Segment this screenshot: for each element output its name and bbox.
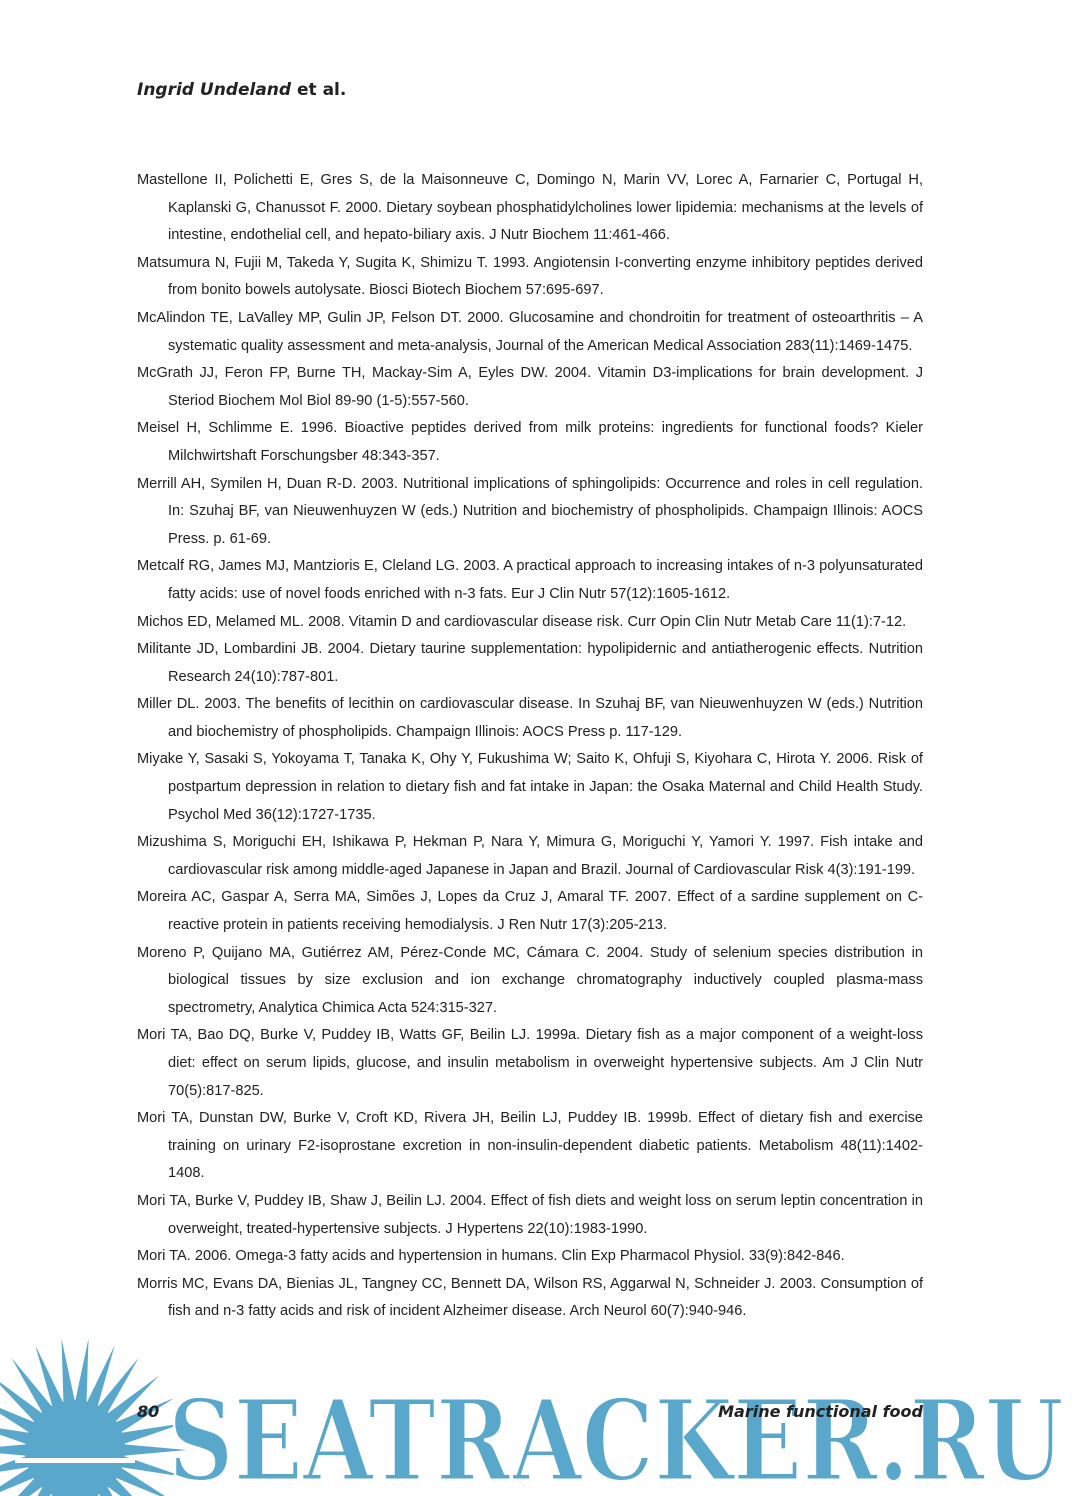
- reference-item: Michos ED, Melamed ML. 2008. Vitamin D and cardiovascular disease risk. Curr Opin Clin Nutr Metab Care 11(1):7-12.: [137, 613, 907, 630]
- reference-item: Mori TA, Bao DQ, Burke V, Puddey IB, Watts GF, Beilin LJ. 1999a. Dietary fish as a major component of a weight-loss diet: effect on serum lipids, glucose, and insulin metabolism in overweight hypertensive subjects. Am J Clin Nutr 70(5):817-825.: [137, 1027, 923, 1099]
- reference-item: Miyake Y, Sasaki S, Yokoyama T, Tanaka K, Ohy Y, Fukushima W; Saito K, Ohfuji S, Kiyohara C, Hirota Y. 2006. Risk of postpartum depression in relation to dietary fish and fat intake in Japan: the Osaka Maternal and Child Health Study. Psychol Med 36(12):1727-1735.: [137, 751, 923, 823]
- reference-item: Moreno P, Quijano MA, Gutiérrez AM, Pérez-Conde MC, Cámara C. 2004. Study of selenium species distribution in biological tissues by size exclusion and ion exchange chromatography inductively coupled plasma-mass spectrometry, Analytica Chimica Acta 524:315-327.: [137, 944, 923, 1016]
- header-author: Ingrid Undeland: [137, 80, 292, 100]
- reference-item: Mori TA, Burke V, Puddey IB, Shaw J, Beilin LJ. 2004. Effect of fish diets and weight loss on serum leptin concentration in overweight, treated-hypertensive subjects. J Hypertens 22(10):1983-1990.: [137, 1192, 923, 1237]
- reference-item: Metcalf RG, James MJ, Mantzioris E, Cleland LG. 2003. A practical approach to increasing intakes of n-3 polyunsaturated fatty acids: use of novel foods enriched with n-3 fats. Eur J Clin Nutr 57(12):1605-1612.: [137, 558, 923, 602]
- book-title: Marine functional food: [718, 1402, 923, 1421]
- reference-item: Merrill AH, Symilen H, Duan R-D. 2003. Nutritional implications of sphingolipids: Occurrence and roles in cell regulation. In: Szuhaj BF, van Nieuwenhuyzen W (eds.) Nutrition and biochemistry of phospholipids. Champaign Illinois: AOCS Press. p. 61-69.: [137, 475, 923, 547]
- header-suffix: et al.: [291, 80, 347, 100]
- reference-list: [137, 167, 923, 1326]
- reference-item: Morris MC, Evans DA, Bienias JL, Tangney CC, Bennett DA, Wilson RS, Aggarwal N, Schneider J. 2003. Consumption of fish and n-3 fatty acids and risk of incident Alzheimer disease. Arch Neurol 60(7):940-946.: [137, 1275, 923, 1320]
- reference-item: Matsumura N, Fujii M, Takeda Y, Sugita K, Shimizu T. 1993. Angiotensin I-converting enzyme inhibitory peptides derived from bonito bowels autolysate. Biosci Biotech Biochem 57:695-697.: [137, 254, 923, 299]
- reference-item: McAlindon TE, LaValley MP, Gulin JP, Felson DT. 2000. Glucosamine and chondroitin for treatment of osteoarthritis – A systematic quality assessment and meta-analysis, Journal of the American Medical Association 283(11):1469-1475.: [137, 309, 923, 354]
- reference-item: Mastellone II, Polichetti E, Gres S, de la Maisonneuve C, Domingo N, Marin VV, Lorec A, Farnarier C, Portugal H, Kaplanski G, Chanussot F. 2000. Dietary soybean phosphatidylcholines lower lipidemia: mechanisms at the levels of intestine, endothelial cell, and hepato-biliary axis. J Nutr Biochem 11:461-466.: [137, 172, 923, 244]
- running-header: [137, 80, 346, 100]
- reference-item: Miller DL. 2003. The benefits of lecithin on cardiovascular disease. In Szuhaj BF, van Nieuwenhuyzen W (eds.) Nutrition and biochemistry of phospholipids. Champaign Illinois: AOCS Press p. 117-129.: [137, 696, 923, 740]
- reference-item: Meisel H, Schlimme E. 1996. Bioactive peptides derived from milk proteins: ingredients for functional foods? Kieler Milchwirtshaft Forschungsber 48:343-357.: [137, 420, 923, 464]
- sunburst-horizon: [15, 1458, 135, 1463]
- page-number: 80: [137, 1402, 160, 1421]
- sunburst-disc: [25, 1400, 125, 1496]
- reference-item: Militante JD, Lombardini JB. 2004. Dietary taurine supplementation: hypolipidernic and antiatherogenic effects. Nutrition Research 24(10):787-801.: [137, 641, 923, 685]
- reference-item: McGrath JJ, Feron FP, Burne TH, Mackay-Sim A, Eyles DW. 2004. Vitamin D3-implications for brain development. J Steriod Biochem Mol Biol 89-90 (1-5):557-560.: [137, 365, 923, 409]
- watermark-text: SEATRACKER.RU: [168, 1376, 1064, 1496]
- reference-item: Mori TA. 2006. Omega-3 fatty acids and hypertension in humans. Clin Exp Pharmacol Physiol. 33(9):842-846.: [137, 1248, 845, 1265]
- reference-item: Mizushima S, Moriguchi EH, Ishikawa P, Hekman P, Nara Y, Mimura G, Moriguchi Y, Yamori Y. 1997. Fish intake and cardiovascular risk among middle-aged Japanese in Japan and Brazil. Journal of Cardiovascular Risk 4(3):191-199.: [137, 834, 923, 878]
- reference-item: Mori TA, Dunstan DW, Burke V, Croft KD, Rivera JH, Beilin LJ, Puddey IB. 1999b. Effect of dietary fish and exercise training on urinary F2-isoprostane excretion in non-insulin-dependent diabetic patients. Metabolism 48(11):1402-1408.: [137, 1110, 923, 1182]
- reference-item: Moreira AC, Gaspar A, Serra MA, Simões J, Lopes da Cruz J, Amaral TF. 2007. Effect of a sardine supplement on C-reactive protein in patients receiving hemodialysis. J Ren Nutr 17(3):205-213.: [137, 889, 923, 934]
